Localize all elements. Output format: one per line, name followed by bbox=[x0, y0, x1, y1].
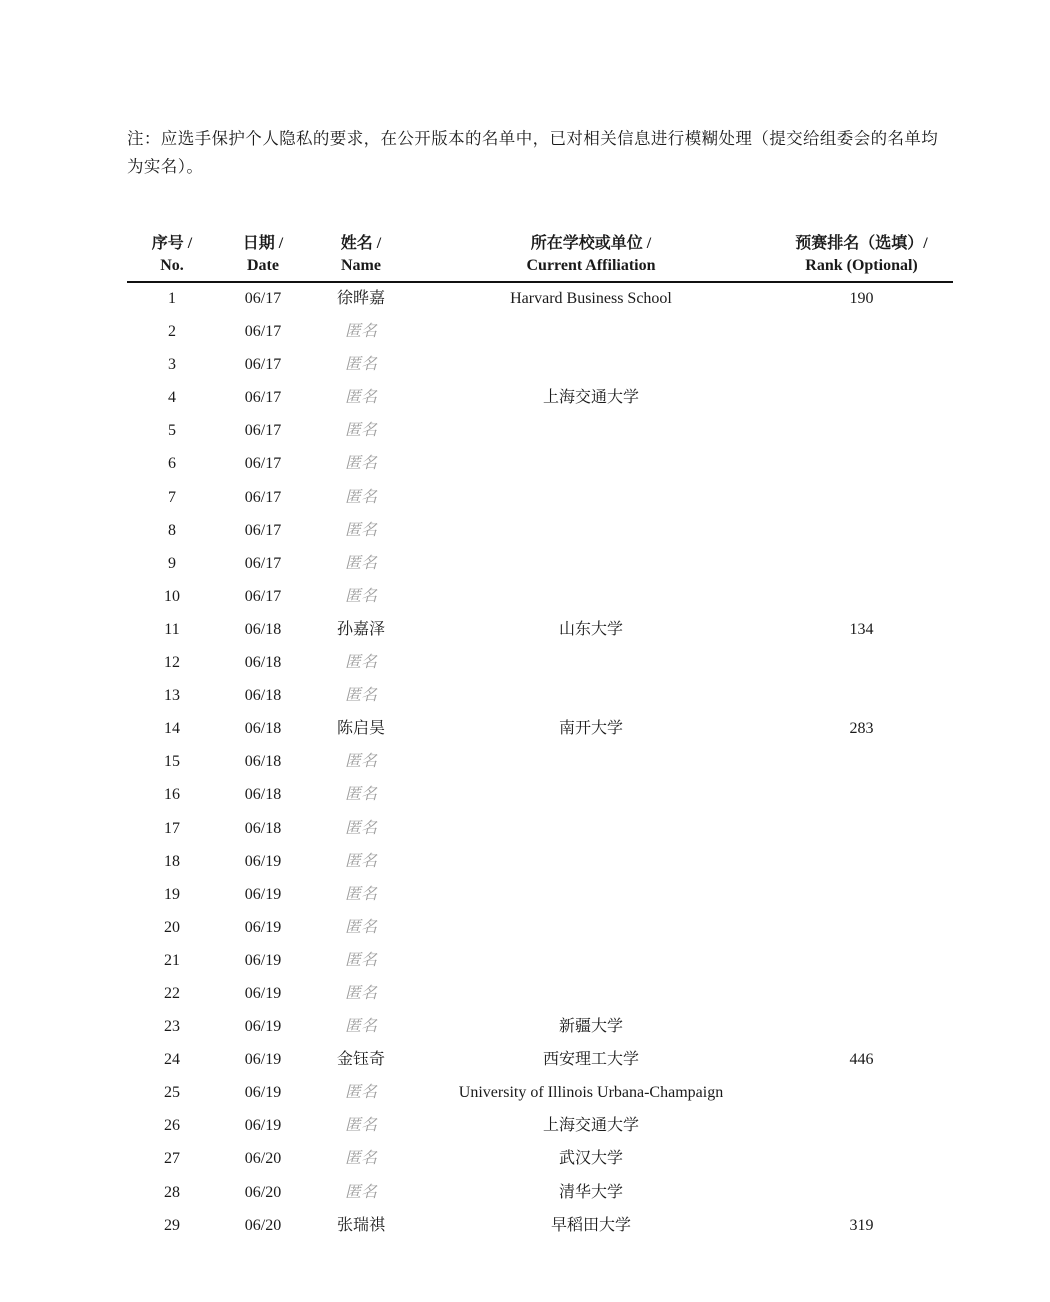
table-row bbox=[127, 881, 953, 914]
table-row bbox=[127, 815, 953, 848]
table-row bbox=[127, 1013, 953, 1046]
row-number: 27 bbox=[164, 1150, 180, 1168]
row-rank bbox=[770, 384, 953, 417]
row-number: 19 bbox=[164, 885, 180, 903]
row-date: 06/17 bbox=[244, 422, 282, 440]
row-date: 06/19 bbox=[244, 918, 282, 936]
row-affiliation bbox=[415, 781, 767, 814]
table-row bbox=[127, 318, 953, 351]
table-row bbox=[127, 351, 953, 384]
row-name: 金钰奇 bbox=[336, 1051, 385, 1069]
table-row bbox=[127, 980, 953, 1013]
table-row bbox=[127, 1079, 953, 1112]
table-row bbox=[127, 1046, 953, 1079]
table-row bbox=[127, 914, 953, 947]
row-rank: 446 bbox=[849, 1051, 874, 1069]
row-number: 28 bbox=[164, 1183, 180, 1201]
row-affiliation: Harvard Business School bbox=[510, 290, 672, 307]
header-rank bbox=[770, 233, 953, 277]
table-row bbox=[127, 517, 953, 550]
row-rank bbox=[770, 550, 953, 583]
row-date: 06/18 bbox=[244, 720, 282, 738]
row-affiliation: 上海交通大学 bbox=[542, 389, 639, 407]
row-rank bbox=[770, 682, 953, 715]
row-affiliation bbox=[415, 881, 767, 914]
row-number: 18 bbox=[164, 852, 180, 870]
row-date: 06/17 bbox=[244, 356, 282, 374]
table-row bbox=[127, 450, 953, 483]
row-rank bbox=[770, 914, 953, 947]
row-number: 10 bbox=[164, 587, 180, 605]
row-name: 匿名 bbox=[344, 687, 377, 705]
row-affiliation bbox=[415, 682, 767, 715]
row-number: 26 bbox=[164, 1117, 180, 1135]
row-affiliation: 南开大学 bbox=[558, 720, 623, 738]
row-number: 14 bbox=[164, 720, 180, 738]
row-rank bbox=[770, 781, 953, 814]
row-number: 22 bbox=[164, 984, 180, 1002]
row-name: 匿名 bbox=[344, 1084, 377, 1102]
table-row bbox=[127, 484, 953, 517]
row-rank bbox=[770, 649, 953, 682]
header-name-en: Name bbox=[341, 257, 381, 274]
row-number: 24 bbox=[164, 1051, 180, 1069]
header-no-en: No. bbox=[160, 257, 184, 274]
row-date: 06/17 bbox=[244, 323, 282, 341]
row-name: 匿名 bbox=[344, 488, 377, 506]
row-affiliation: 清华大学 bbox=[558, 1183, 623, 1201]
row-number: 23 bbox=[164, 1018, 180, 1036]
header-name-cn: 姓名 / bbox=[340, 235, 382, 252]
row-affiliation bbox=[415, 815, 767, 848]
row-affiliation bbox=[415, 947, 767, 980]
row-name: 匿名 bbox=[344, 554, 377, 572]
row-name: 匿名 bbox=[344, 885, 377, 903]
table-body bbox=[127, 283, 953, 1245]
table-row bbox=[127, 1179, 953, 1212]
row-rank bbox=[770, 815, 953, 848]
row-affiliation bbox=[415, 980, 767, 1013]
row-date: 06/19 bbox=[244, 885, 282, 903]
privacy-note: 注：应选手保护个人隐私的要求，在公开版本的名单中，已对相关信息进行模糊处理（提交给组委会的名单均为实名）。 bbox=[127, 129, 939, 176]
row-number: 12 bbox=[164, 654, 180, 672]
row-rank: 190 bbox=[849, 290, 874, 307]
row-number: 5 bbox=[168, 422, 176, 440]
row-number: 15 bbox=[164, 753, 180, 771]
row-date: 06/17 bbox=[244, 455, 282, 473]
row-name: 匿名 bbox=[344, 422, 377, 440]
table-row bbox=[127, 748, 953, 781]
row-name: 匿名 bbox=[344, 1183, 377, 1201]
row-date: 06/17 bbox=[244, 389, 282, 407]
row-name: 匿名 bbox=[344, 455, 377, 473]
row-number: 1 bbox=[168, 290, 176, 307]
row-date: 06/18 bbox=[244, 620, 282, 638]
row-rank bbox=[770, 484, 953, 517]
row-date: 06/17 bbox=[244, 554, 282, 572]
header-date-en: Date bbox=[247, 257, 279, 274]
row-name: 匿名 bbox=[344, 1018, 377, 1036]
participant-table bbox=[127, 233, 953, 1245]
row-name: 匿名 bbox=[344, 521, 377, 539]
row-number: 4 bbox=[168, 389, 176, 407]
row-date: 06/20 bbox=[244, 1150, 282, 1168]
row-rank bbox=[770, 450, 953, 483]
row-affiliation bbox=[415, 550, 767, 583]
row-rank bbox=[770, 351, 953, 384]
row-date: 06/20 bbox=[244, 1183, 282, 1201]
table-row bbox=[127, 583, 953, 616]
row-name: 匿名 bbox=[344, 984, 377, 1002]
row-number: 25 bbox=[164, 1084, 180, 1102]
table-row bbox=[127, 781, 953, 814]
row-name: 匿名 bbox=[344, 819, 377, 837]
table-row bbox=[127, 616, 953, 649]
header-no-cn: 序号 / bbox=[151, 235, 193, 252]
row-rank bbox=[770, 980, 953, 1013]
header-affiliation-cn: 所在学校或单位 / bbox=[530, 235, 652, 252]
row-number: 6 bbox=[168, 455, 176, 473]
header-no bbox=[127, 233, 217, 277]
row-number: 11 bbox=[164, 620, 180, 638]
row-rank bbox=[770, 947, 953, 980]
row-rank bbox=[770, 848, 953, 881]
row-date: 06/19 bbox=[244, 1084, 282, 1102]
row-date: 06/19 bbox=[244, 1018, 282, 1036]
table-row bbox=[127, 285, 953, 318]
row-name: 匿名 bbox=[344, 852, 377, 870]
row-name: 匿名 bbox=[344, 753, 377, 771]
row-name: 匿名 bbox=[344, 654, 377, 672]
table-row bbox=[127, 947, 953, 980]
row-rank bbox=[770, 1112, 953, 1145]
table-row bbox=[127, 848, 953, 881]
row-date: 06/18 bbox=[244, 753, 282, 771]
table-row bbox=[127, 550, 953, 583]
header-name bbox=[309, 233, 413, 277]
row-name: 徐晔嘉 bbox=[336, 290, 385, 307]
row-date: 06/18 bbox=[244, 687, 282, 705]
row-affiliation: 早稻田大学 bbox=[550, 1216, 631, 1234]
row-affiliation bbox=[415, 649, 767, 682]
table-row bbox=[127, 715, 953, 748]
row-number: 13 bbox=[164, 687, 180, 705]
row-date: 06/17 bbox=[244, 488, 282, 506]
row-affiliation bbox=[415, 318, 767, 351]
row-date: 06/18 bbox=[244, 819, 282, 837]
row-date: 06/20 bbox=[244, 1216, 282, 1234]
table-header bbox=[127, 233, 953, 283]
row-affiliation: University of Illinois Urbana-Champaign bbox=[458, 1084, 724, 1102]
row-date: 06/19 bbox=[244, 984, 282, 1002]
row-number: 8 bbox=[168, 521, 176, 539]
row-name: 陈启昊 bbox=[336, 720, 385, 738]
row-affiliation: 上海交通大学 bbox=[542, 1117, 639, 1135]
table-row bbox=[127, 1112, 953, 1145]
row-affiliation bbox=[415, 848, 767, 881]
row-name: 匿名 bbox=[344, 786, 377, 804]
row-name: 匿名 bbox=[344, 323, 377, 341]
row-number: 17 bbox=[164, 819, 180, 837]
row-rank bbox=[770, 1179, 953, 1212]
row-name: 匿名 bbox=[344, 587, 377, 605]
row-date: 06/19 bbox=[244, 1117, 282, 1135]
row-name: 孙嘉泽 bbox=[336, 620, 385, 638]
row-rank bbox=[770, 1145, 953, 1178]
row-date: 06/18 bbox=[244, 654, 282, 672]
row-affiliation: 武汉大学 bbox=[558, 1150, 623, 1168]
row-number: 7 bbox=[168, 488, 176, 506]
row-rank bbox=[770, 1013, 953, 1046]
row-name: 匿名 bbox=[344, 356, 377, 374]
row-name: 张瑞祺 bbox=[336, 1216, 385, 1234]
row-rank bbox=[770, 417, 953, 450]
row-affiliation bbox=[415, 748, 767, 781]
row-affiliation bbox=[415, 914, 767, 947]
row-affiliation bbox=[415, 351, 767, 384]
table-row bbox=[127, 1212, 953, 1245]
table-row bbox=[127, 1145, 953, 1178]
header-affiliation-en: Current Affiliation bbox=[526, 257, 656, 274]
row-number: 2 bbox=[168, 323, 176, 341]
header-affiliation bbox=[415, 233, 767, 277]
row-rank bbox=[770, 881, 953, 914]
row-rank: 319 bbox=[849, 1216, 874, 1234]
row-name: 匿名 bbox=[344, 918, 377, 936]
row-number: 9 bbox=[168, 554, 176, 572]
row-rank bbox=[770, 318, 953, 351]
row-name: 匿名 bbox=[344, 1150, 377, 1168]
row-date: 06/17 bbox=[244, 290, 282, 307]
row-rank: 134 bbox=[849, 620, 874, 638]
row-date: 06/19 bbox=[244, 852, 282, 870]
row-date: 06/17 bbox=[244, 587, 282, 605]
row-affiliation: 新疆大学 bbox=[558, 1018, 623, 1036]
row-number: 20 bbox=[164, 918, 180, 936]
table-row bbox=[127, 649, 953, 682]
header-date-cn: 日期 / bbox=[242, 235, 284, 252]
row-affiliation bbox=[415, 484, 767, 517]
row-affiliation: 山东大学 bbox=[558, 620, 623, 638]
row-rank bbox=[770, 583, 953, 616]
header-rank-en: Rank (Optional) bbox=[805, 257, 918, 274]
row-number: 16 bbox=[164, 786, 180, 804]
row-rank bbox=[770, 1079, 953, 1112]
row-name: 匿名 bbox=[344, 951, 377, 969]
row-number: 3 bbox=[168, 356, 176, 374]
row-number: 29 bbox=[164, 1216, 180, 1234]
row-affiliation bbox=[415, 450, 767, 483]
row-date: 06/19 bbox=[244, 951, 282, 969]
table-row bbox=[127, 384, 953, 417]
row-name: 匿名 bbox=[344, 389, 377, 407]
row-affiliation bbox=[415, 417, 767, 450]
row-rank bbox=[770, 748, 953, 781]
row-affiliation bbox=[415, 517, 767, 550]
row-date: 06/17 bbox=[244, 521, 282, 539]
row-date: 06/18 bbox=[244, 786, 282, 804]
row-rank bbox=[770, 517, 953, 550]
row-number: 21 bbox=[164, 951, 180, 969]
table-row bbox=[127, 417, 953, 450]
header-date bbox=[219, 233, 307, 277]
header-rank-cn: 预赛排名（选填）/ bbox=[795, 235, 928, 252]
row-name: 匿名 bbox=[344, 1117, 377, 1135]
row-rank: 283 bbox=[849, 720, 874, 738]
row-date: 06/19 bbox=[244, 1051, 282, 1069]
row-affiliation bbox=[415, 583, 767, 616]
row-affiliation: 西安理工大学 bbox=[542, 1051, 639, 1069]
table-row bbox=[127, 682, 953, 715]
